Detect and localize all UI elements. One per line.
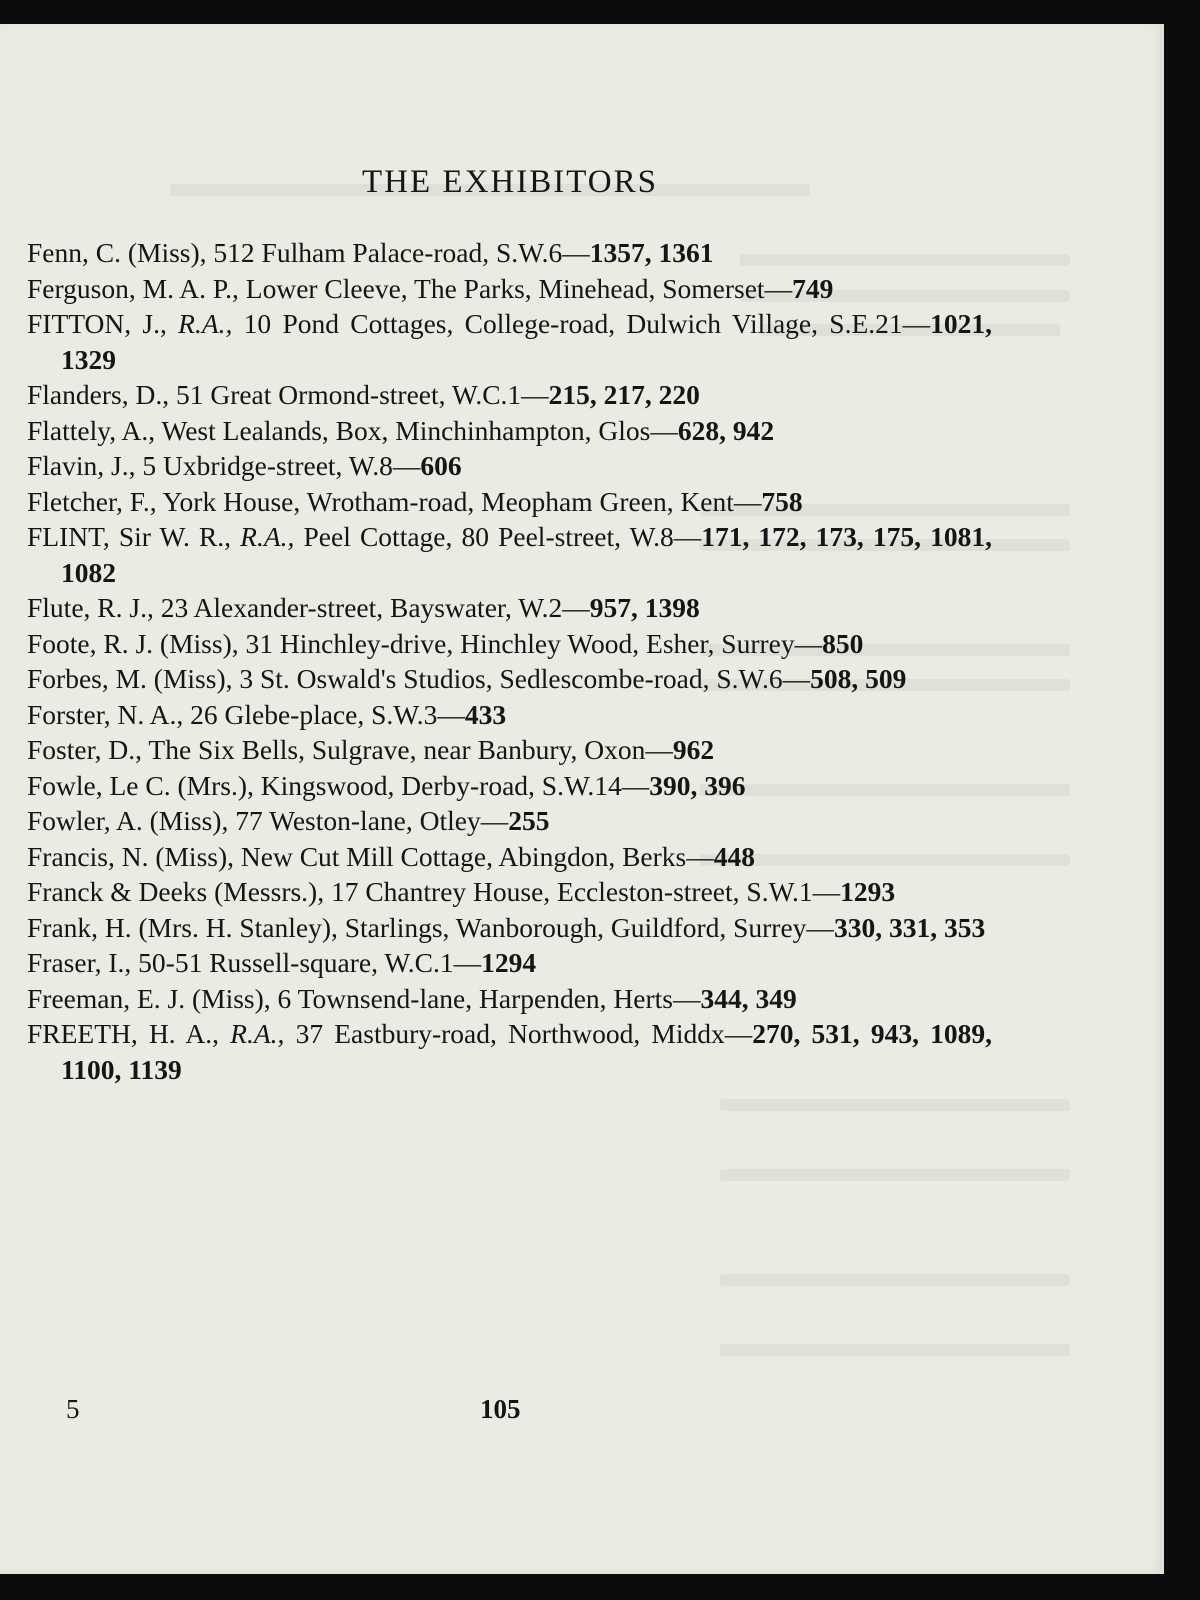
exhibitor-name: Fowler, A. (Miss),: [27, 805, 229, 836]
exhibit-numbers: 508, 509: [810, 663, 907, 694]
exhibit-numbers: 628, 942: [677, 414, 775, 446]
exhibitor-address: 31 Hinchley-drive, Hinchley Wood, Esher, Surrey—: [245, 627, 823, 659]
exhibitor-address: 51 Great Ormond-street, W.C.1—: [175, 379, 549, 410]
exhibit-numbers: 448: [713, 840, 755, 872]
exhibitor-address: 10 Pond Cottages, College-road, Dulwich Village, S.E.21—: [243, 308, 931, 339]
exhibitor-address: 23 Alexander-street, Bayswater, W.2—: [160, 592, 590, 623]
exhibitor-name: Flavin, J.,: [27, 450, 136, 481]
exhibit-numbers: 171, 172, 173, 175, 1081, 1082: [61, 521, 993, 588]
exhibitor-name: Fenn, C. (Miss),: [27, 237, 207, 268]
page-title: THE EXHIBITORS: [362, 164, 658, 200]
exhibitor-distinction: R.A.,: [240, 521, 295, 552]
page-number: 105: [480, 1394, 521, 1424]
exhibitor-name: FLINT, Sir W. R.,: [27, 521, 232, 552]
exhibitor-address: Peel Cottage, 80 Peel-street, W.8—: [303, 521, 702, 552]
exhibitor-address: Kingswood, Derby-road, S.W.14—: [260, 769, 650, 801]
exhibitor-address: The Six Bells, Sulgrave, near Banbury, Oxon—: [148, 734, 673, 765]
exhibitor-entry: [27, 413, 992, 449]
exhibitor-entry: [27, 519, 992, 590]
exhibitor-entry: [27, 910, 992, 946]
exhibitor-distinction: R.A.,: [230, 1018, 285, 1049]
exhibit-numbers: 758: [761, 485, 803, 517]
exhibitor-entry: [27, 697, 992, 733]
signature-mark: 5: [66, 1394, 80, 1424]
exhibit-numbers: 330, 331, 353: [833, 911, 986, 943]
exhibitor-address: New Cut Mill Cottage, Abingdon, Berks—: [240, 840, 714, 872]
exhibitor-address: West Lealands, Box, Minchinhampton, Glos—: [161, 414, 678, 446]
exhibit-numbers: 749: [792, 272, 834, 304]
exhibit-numbers: 433: [464, 698, 507, 730]
exhibit-numbers: 215, 217, 220: [548, 379, 700, 410]
exhibit-numbers: 1294: [481, 947, 537, 978]
book-page: [0, 24, 1164, 1574]
exhibitor-name: Fletcher, F.,: [27, 485, 157, 517]
exhibitor-name: Fraser, I.,: [27, 947, 132, 978]
exhibitor-address: 5 Uxbridge-street, W.8—: [142, 450, 421, 481]
exhibitor-entry: [27, 768, 992, 804]
exhibit-numbers: 270, 531, 943, 1089, 1100, 1139: [61, 1018, 993, 1085]
exhibit-numbers: 344, 349: [700, 982, 797, 1014]
exhibitor-entry: [27, 448, 992, 484]
exhibitor-address: York House, Wrotham-road, Meopham Green, Kent—: [162, 485, 762, 517]
exhibitor-entry: [27, 732, 992, 768]
exhibitor-entry: [27, 803, 992, 839]
exhibit-numbers: 1021, 1329: [61, 308, 992, 375]
exhibitor-entry: [27, 377, 992, 413]
exhibitor-entry: [27, 235, 992, 271]
exhibitor-entry: [27, 626, 992, 662]
exhibitor-address: 17 Chantrey House, Eccleston-street, S.W.1—: [330, 876, 841, 907]
exhibitor-entry: [27, 839, 992, 875]
exhibitor-name: Fowle, Le C. (Mrs.),: [27, 769, 254, 801]
exhibitor-address: 3 St. Oswald's Studios, Sedlescombe-road, S.W.6—: [239, 663, 811, 694]
exhibitor-name: Foster, D.,: [27, 734, 143, 765]
exhibitor-address: 512 Fulham Palace-road, S.W.6—: [213, 237, 590, 268]
exhibitor-entry: [27, 306, 992, 377]
exhibit-numbers: 962: [672, 734, 715, 765]
exhibitor-name: Frank, H. (Mrs. H. Stanley),: [27, 911, 338, 943]
exhibitor-name: Flute, R. J.,: [27, 592, 154, 623]
exhibit-numbers: 1357, 1361: [589, 237, 714, 268]
exhibitor-name: Francis, N. (Miss),: [27, 840, 235, 872]
exhibitor-name: Foote, R. J. (Miss),: [27, 627, 239, 659]
exhibitor-list: [27, 235, 992, 1087]
exhibitor-entry: [27, 981, 992, 1017]
exhibitor-name: Franck & Deeks (Messrs.),: [27, 876, 325, 907]
exhibitor-name: FITTON, J.,: [27, 308, 167, 339]
exhibit-numbers: 850: [822, 627, 864, 659]
exhibitor-name: Flanders, D.,: [27, 379, 170, 410]
exhibitor-name: Ferguson, M. A. P.,: [27, 272, 239, 304]
exhibitor-address: Lower Cleeve, The Parks, Minehead, Somerset—: [245, 272, 793, 304]
exhibitor-name: Flattely, A.,: [27, 414, 156, 446]
exhibitor-address: 37 Eastbury-road, Northwood, Middx—: [295, 1018, 753, 1049]
exhibitor-distinction: R.A.,: [178, 308, 233, 339]
exhibitor-address: 50-51 Russell-square, W.C.1—: [138, 947, 482, 978]
exhibitor-address: 77 Weston-lane, Otley—: [235, 805, 509, 836]
exhibitor-name: FREETH, H. A.,: [27, 1018, 219, 1049]
exhibit-numbers: 255: [508, 805, 550, 836]
exhibitor-entry: [27, 945, 992, 981]
exhibit-numbers: 1293: [840, 876, 896, 907]
exhibitor-entry: [27, 484, 992, 520]
exhibit-numbers: 390, 396: [649, 769, 746, 801]
exhibitor-entry: [27, 874, 992, 910]
exhibitor-address: Starlings, Wanborough, Guildford, Surrey—: [344, 911, 834, 943]
exhibitor-address: 26 Glebe-place, S.W.3—: [190, 698, 465, 730]
exhibitor-name: Forbes, M. (Miss),: [27, 663, 233, 694]
exhibit-numbers: 606: [420, 450, 462, 481]
exhibitor-entry: [27, 271, 992, 307]
exhibitor-entry: [27, 590, 992, 626]
exhibitor-entry: [27, 1016, 992, 1087]
exhibitor-entry: [27, 661, 992, 697]
exhibitor-name: Freeman, E. J. (Miss),: [27, 982, 271, 1014]
exhibitor-name: Forster, N. A.,: [27, 698, 184, 730]
exhibit-numbers: 957, 1398: [589, 592, 700, 623]
exhibitor-address: 6 Townsend-lane, Harpenden, Herts—: [277, 982, 701, 1014]
